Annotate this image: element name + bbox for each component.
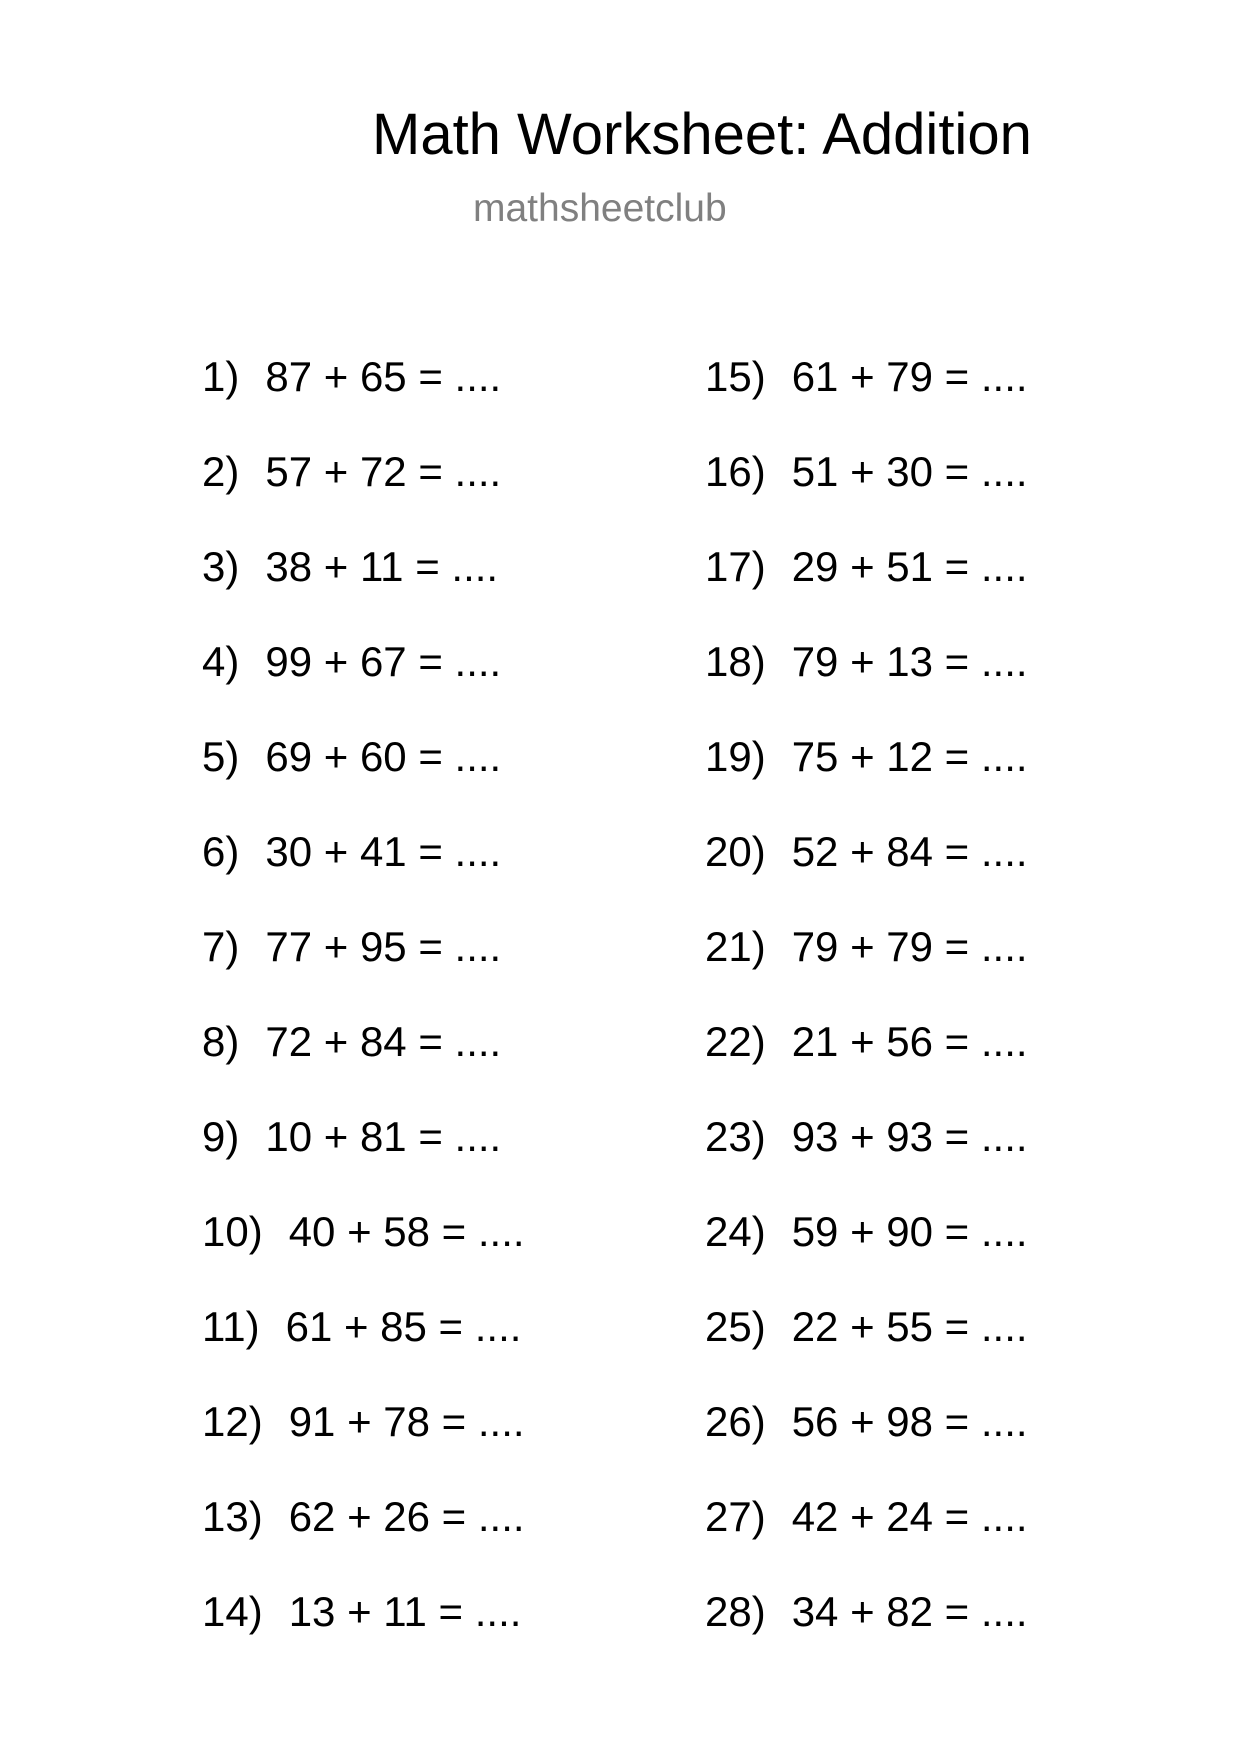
worksheet-title: Math Worksheet: Addition [372,102,1032,167]
problem-number: 28) [705,1588,766,1635]
problem-expression: 10 + 81 = .... [265,1113,502,1160]
problem-number: 12) [202,1398,263,1445]
problem-expression: 57 + 72 = .... [265,448,502,495]
problem-item [705,1017,1028,1112]
problem-expression: 77 + 95 = .... [265,923,502,970]
problem-number: 3) [202,543,240,590]
problem-item [705,352,1028,447]
problem-number: 11) [202,1303,260,1350]
problem-item [202,1397,525,1492]
problem-item [202,447,525,542]
problem-item [202,1302,525,1397]
problem-item [202,827,525,922]
problem-expression: 22 + 55 = .... [791,1303,1028,1350]
problem-expression: 87 + 65 = .... [265,353,502,400]
problem-item [705,1207,1028,1302]
problem-expression: 93 + 93 = .... [791,1113,1028,1160]
problem-expression: 62 + 26 = .... [288,1493,525,1540]
problem-expression: 34 + 82 = .... [791,1588,1028,1635]
problem-expression: 99 + 67 = .... [265,638,502,685]
problem-item [705,827,1028,922]
problem-number: 6) [202,828,240,875]
problem-expression: 56 + 98 = .... [791,1398,1028,1445]
problem-expression: 30 + 41 = .... [265,828,502,875]
problem-expression: 29 + 51 = .... [791,543,1028,590]
problem-item [202,1587,525,1682]
problem-expression: 13 + 11 = .... [288,1588,522,1635]
problems-left-column [202,352,525,1682]
problem-number: 10) [202,1208,263,1255]
problem-item [705,1112,1028,1207]
problem-expression: 40 + 58 = .... [288,1208,525,1255]
problem-number: 17) [705,543,766,590]
problem-number: 24) [705,1208,766,1255]
problem-item [705,1397,1028,1492]
problem-item [202,1207,525,1302]
problem-item [202,1492,525,1587]
worksheet-subtitle: mathsheetclub [473,187,727,230]
problem-number: 8) [202,1018,240,1065]
problem-item [705,447,1028,542]
problem-number: 1) [202,353,240,400]
problem-number: 9) [202,1113,240,1160]
problem-expression: 42 + 24 = .... [791,1493,1028,1540]
problem-item [705,1587,1028,1682]
problem-number: 23) [705,1113,766,1160]
problem-number: 15) [705,353,766,400]
problem-expression: 91 + 78 = .... [288,1398,525,1445]
problem-expression: 79 + 79 = .... [791,923,1028,970]
problem-number: 22) [705,1018,766,1065]
problem-item [705,732,1028,827]
problem-number: 25) [705,1303,766,1350]
problem-expression: 69 + 60 = .... [265,733,502,780]
problem-expression: 51 + 30 = .... [791,448,1028,495]
problem-expression: 59 + 90 = .... [791,1208,1028,1255]
problem-number: 14) [202,1588,263,1635]
problem-item [202,1112,525,1207]
problems-right-column [705,352,1028,1682]
problem-number: 13) [202,1493,263,1540]
problem-item [705,1492,1028,1587]
problem-item [705,922,1028,1017]
problem-number: 18) [705,638,766,685]
problem-item [202,352,525,447]
problem-item [202,637,525,732]
problem-number: 27) [705,1493,766,1540]
problem-number: 5) [202,733,240,780]
problem-item [202,922,525,1017]
problem-item [202,1017,525,1112]
problem-expression: 61 + 85 = .... [285,1303,522,1350]
problem-number: 2) [202,448,240,495]
problem-number: 4) [202,638,240,685]
problem-number: 20) [705,828,766,875]
problem-expression: 38 + 11 = .... [265,543,499,590]
problem-expression: 21 + 56 = .... [791,1018,1028,1065]
problem-item [705,1302,1028,1397]
problem-item [202,542,525,637]
problem-item [202,732,525,827]
problem-number: 16) [705,448,766,495]
problem-item [705,542,1028,637]
problem-expression: 75 + 12 = .... [791,733,1028,780]
problem-item [705,637,1028,732]
problem-expression: 72 + 84 = .... [265,1018,502,1065]
problem-expression: 61 + 79 = .... [791,353,1028,400]
problem-expression: 79 + 13 = .... [791,638,1028,685]
problem-number: 21) [705,923,766,970]
problem-number: 26) [705,1398,766,1445]
problem-number: 19) [705,733,766,780]
problem-expression: 52 + 84 = .... [791,828,1028,875]
problem-number: 7) [202,923,240,970]
